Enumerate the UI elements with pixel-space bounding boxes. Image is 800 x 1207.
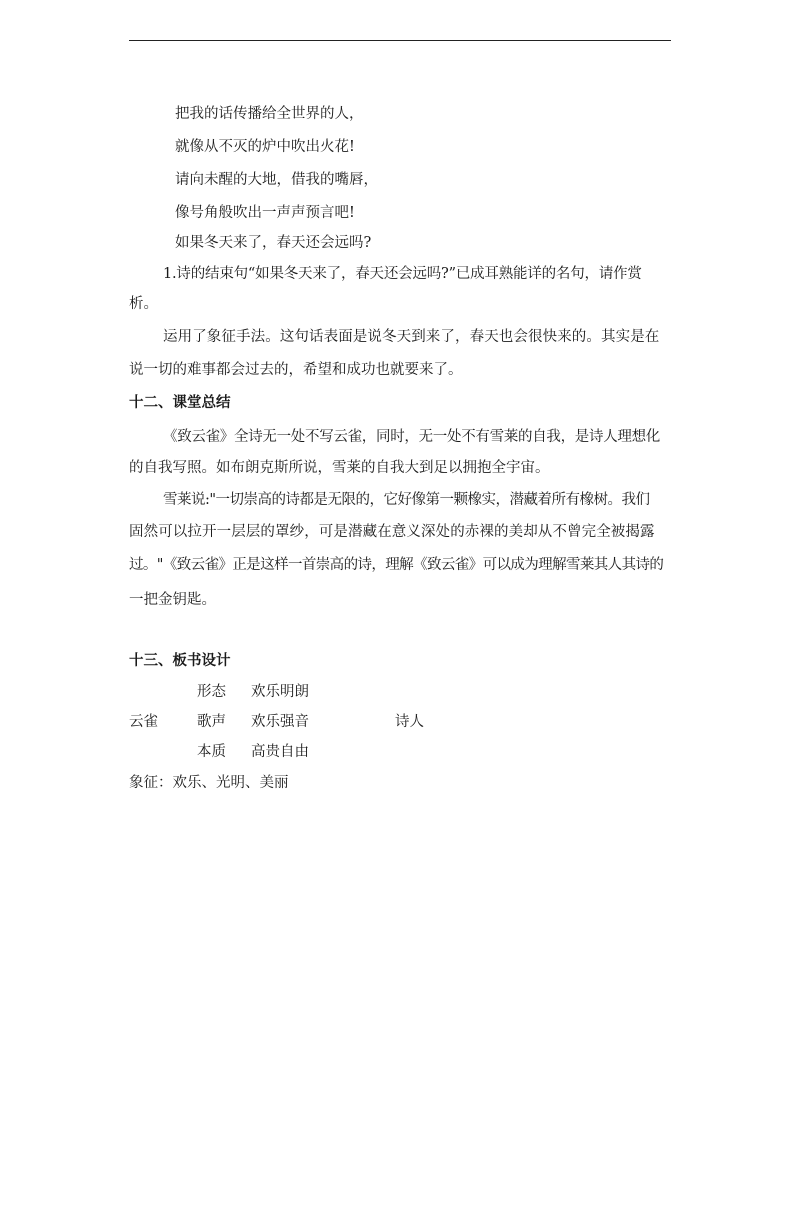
paragraph-text: 《致云雀》全诗无一处不写云雀，同时，无一处不有雪莱的自我，是诗人理想化	[163, 429, 660, 445]
board-aspect: 形态	[197, 684, 226, 700]
poem-line: 如果冬天来了，春天还会远吗?	[175, 235, 372, 251]
poem-line: 请向未醒的大地，借我的嘴唇，	[175, 172, 378, 188]
question-text: 析。	[129, 296, 158, 312]
board-poet: 诗人	[395, 714, 424, 730]
paragraph-text: 一把金钥匙。	[129, 592, 216, 608]
paragraph-text: 固然可以拉开一层层的罩纱，可是潜藏在意义深处的赤裸的美却从不曾完全被揭露	[129, 524, 655, 540]
board-desc: 欢乐明朗	[251, 684, 309, 700]
answer-text: 说一切的难事都会过去的，希望和成功也就要来了。	[129, 362, 463, 378]
poem-line: 像号角般吹出一声声预言吧!	[175, 205, 355, 221]
poem-line: 把我的话传播给全世界的人，	[175, 106, 364, 122]
poem-line: 就像从不灭的炉中吹出火花!	[175, 139, 355, 155]
section-heading: 十三、板书设计	[129, 652, 231, 669]
section-heading: 十二、课堂总结	[129, 394, 231, 411]
board-aspect: 歌声	[197, 714, 226, 730]
paragraph-text: 雪莱说:"一切崇高的诗都是无限的，它好像第一颗橡实，潜藏着所有橡树。我们	[163, 492, 650, 508]
board-symbol: 象征：欢乐、光明、美丽	[129, 775, 289, 791]
paragraph-text: 的自我写照。如布朗克斯所说，雪莱的自我大到足以拥抱全宇宙。	[129, 460, 550, 476]
answer-text: 运用了象征手法。这句话表面是说冬天到来了，春天也会很快来的。其实是在	[163, 329, 660, 345]
board-desc: 高贵自由	[251, 744, 309, 760]
question-text: 1.诗的结束句“如果冬天来了，春天还会远吗?”已成耳熟能详的名句，请作赏	[163, 266, 642, 282]
paragraph-text: 过。"《致云雀》正是这样一首崇高的诗，理解《致云雀》可以成为理解雪莱其人其诗的	[129, 557, 664, 573]
board-desc: 欢乐强音	[251, 714, 309, 730]
board-subject: 云雀	[129, 714, 158, 730]
header-rule	[129, 40, 671, 41]
board-aspect: 本质	[197, 744, 226, 760]
